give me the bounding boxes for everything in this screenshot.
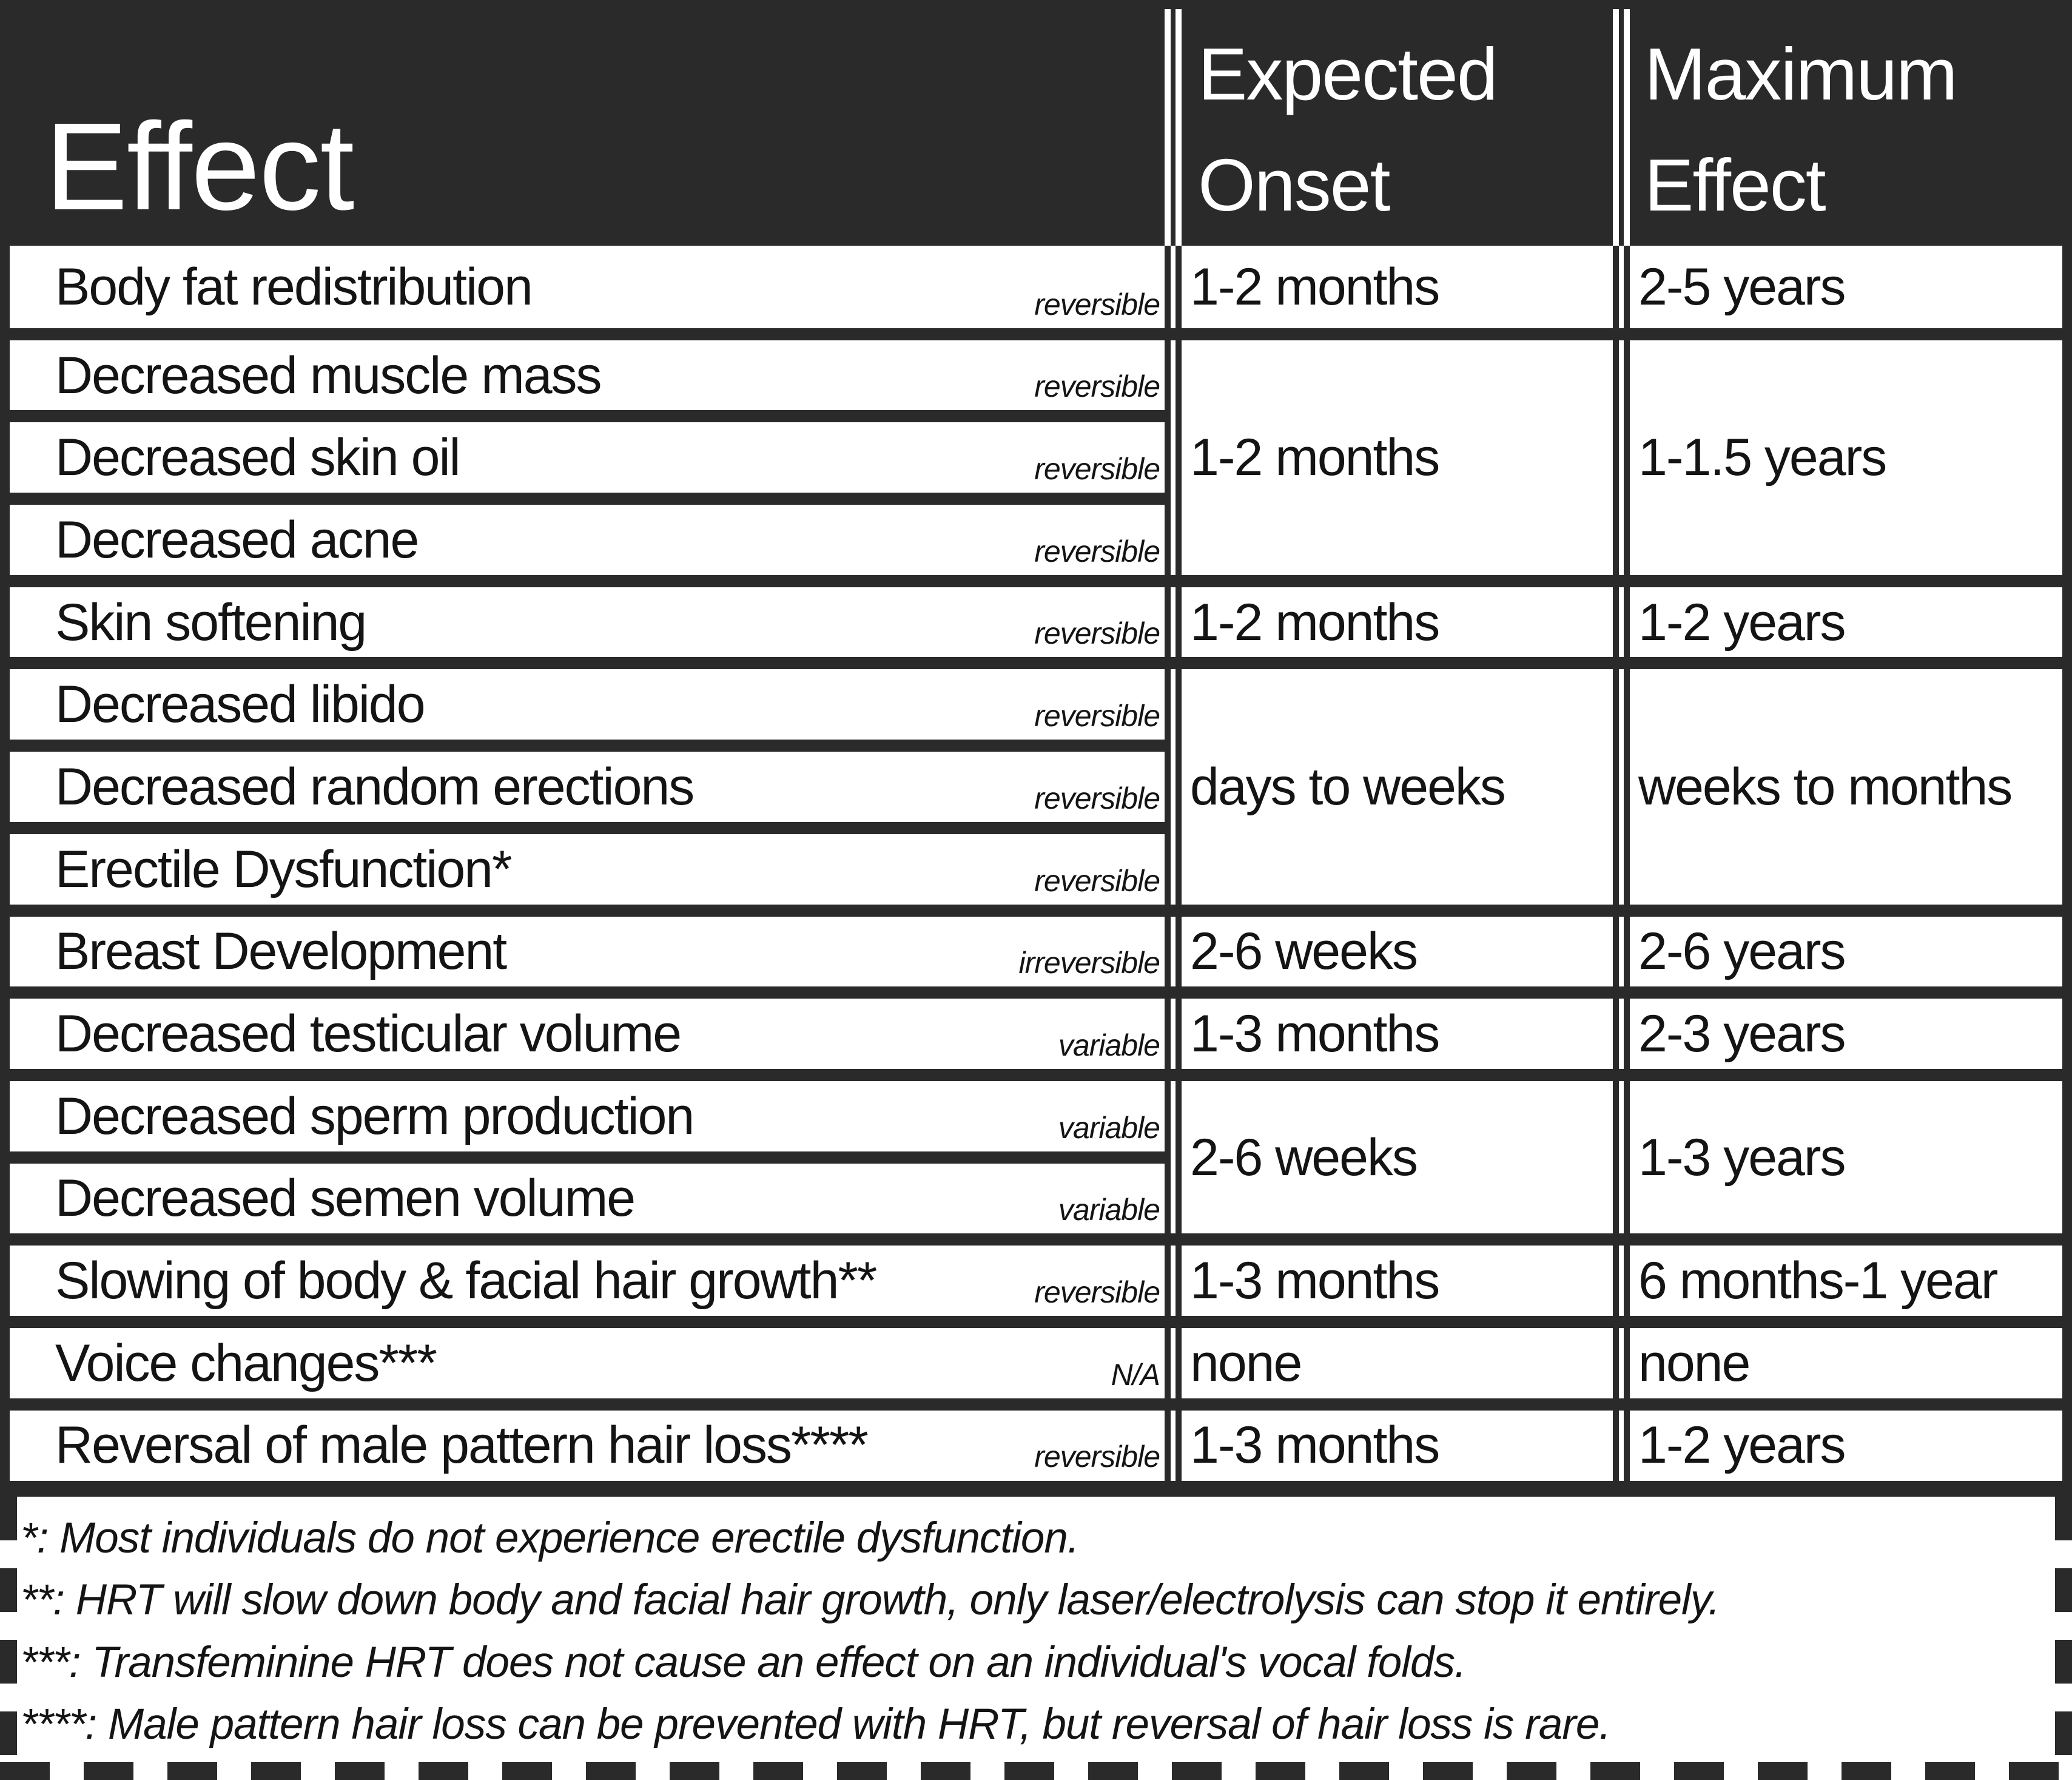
header-expected-onset xyxy=(1165,0,1613,246)
effect-cell xyxy=(10,1069,1165,1151)
onset-cell: 1-3 months xyxy=(1165,986,1613,1069)
footnotes-dashed-left-border xyxy=(0,1497,17,1780)
table-bottom-border xyxy=(0,1481,2072,1497)
header-max-line1: Maximum xyxy=(1644,33,1957,115)
max-effect-cell: 1-2 years xyxy=(1613,1398,2062,1481)
onset-cell: none xyxy=(1165,1316,1613,1398)
effect-label: Slowing of body & facial hair growth** xyxy=(55,1252,876,1310)
column-separator-1-header xyxy=(1165,9,1182,246)
effect-cell xyxy=(10,740,1165,822)
footnotes-section xyxy=(0,1497,2072,1780)
reversibility-tag: N/A xyxy=(1111,1357,1160,1392)
effect-cell xyxy=(10,575,1165,658)
table-left-border xyxy=(0,0,10,1496)
footnote-1: *: Most individuals do not experience erectile dysfunction. xyxy=(21,1514,1079,1563)
reversibility-tag: reversible xyxy=(1034,452,1160,487)
effect-label: Decreased muscle mass xyxy=(55,346,601,405)
max-effect-cell: 1-3 years xyxy=(1613,1069,2062,1233)
onset-cell: 2-6 weeks xyxy=(1165,905,1613,987)
reversibility-tag: reversible xyxy=(1034,534,1160,568)
effect-cell xyxy=(10,328,1165,411)
effects-table xyxy=(10,0,2062,1480)
effect-label: Decreased libido xyxy=(55,675,425,734)
footnote-4: ****: Male pattern hair loss can be prevented with HRT, but reversal of hair loss is rare. xyxy=(21,1700,1611,1748)
onset-cell: 1-3 months xyxy=(1165,1398,1613,1481)
onset-cell: 1-2 months xyxy=(1165,328,1613,575)
reversibility-tag: variable xyxy=(1058,1028,1160,1062)
effect-label: Decreased skin oil xyxy=(55,428,460,487)
column-separator-2-header xyxy=(1613,9,1630,246)
max-effect-cell: 6 months-1 year xyxy=(1613,1233,2062,1316)
onset-cell: 1-3 months xyxy=(1165,1233,1613,1316)
effect-cell xyxy=(10,1151,1165,1234)
reversibility-tag: reversible xyxy=(1034,616,1160,651)
header-maximum-effect xyxy=(1613,0,2062,246)
effect-label: Breast Development xyxy=(55,922,506,981)
effect-cell xyxy=(10,1398,1165,1481)
effect-label: Decreased testicular volume xyxy=(55,1005,681,1064)
header-effect-label: Effect xyxy=(45,97,354,236)
effect-label: Decreased acne xyxy=(55,510,419,569)
onset-cell: 1-2 months xyxy=(1165,246,1613,328)
reversibility-tag: reversible xyxy=(1034,1440,1160,1474)
reversibility-tag: reversible xyxy=(1034,287,1160,322)
effect-cell xyxy=(10,1316,1165,1398)
onset-cell: days to weeks xyxy=(1165,657,1613,904)
column-separator-1-body xyxy=(1165,246,1182,1481)
effect-cell xyxy=(10,410,1165,493)
effect-cell xyxy=(10,657,1165,740)
max-effect-cell: none xyxy=(1613,1316,2062,1398)
header-effect xyxy=(10,0,1165,246)
effect-label: Reversal of male pattern hair loss**** xyxy=(55,1416,867,1475)
max-effect-cell: weeks to months xyxy=(1613,657,2062,904)
reversibility-tag: reversible xyxy=(1034,699,1160,733)
header-max-line2: Effect xyxy=(1644,144,1825,226)
effect-label: Erectile Dysfunction* xyxy=(55,840,511,898)
column-separator-2-body xyxy=(1613,246,1630,1481)
max-effect-cell: 2-6 years xyxy=(1613,905,2062,987)
effect-label: Decreased sperm production xyxy=(55,1087,694,1145)
reversibility-tag: reversible xyxy=(1034,369,1160,404)
reversibility-tag: reversible xyxy=(1034,1275,1160,1309)
max-effect-cell: 1-1.5 years xyxy=(1613,328,2062,575)
footnote-3: ***: Transfeminine HRT does not cause an effect on an individual's vocal folds. xyxy=(21,1638,1466,1687)
effect-cell xyxy=(10,905,1165,987)
effect-cell xyxy=(10,246,1165,328)
header-onset-line2: Onset xyxy=(1198,144,1390,226)
effect-label: Decreased semen volume xyxy=(55,1169,635,1228)
reversibility-tag: irreversible xyxy=(1018,946,1160,980)
effect-cell xyxy=(10,822,1165,905)
reversibility-tag: variable xyxy=(1058,1193,1160,1227)
effect-cell xyxy=(10,493,1165,575)
max-effect-cell: 1-2 years xyxy=(1613,575,2062,658)
footnote-2: **: HRT will slow down body and facial hair growth, only laser/electrolysis can stop it entirely. xyxy=(21,1576,1720,1625)
reversibility-tag: reversible xyxy=(1034,781,1160,815)
effect-label: Decreased random erections xyxy=(55,757,694,816)
effect-cell xyxy=(10,1233,1165,1316)
onset-cell: 1-2 months xyxy=(1165,575,1613,658)
effect-label: Voice changes*** xyxy=(55,1333,436,1392)
reversibility-tag: reversible xyxy=(1034,863,1160,898)
header-onset-line1: Expected xyxy=(1198,33,1497,115)
onset-cell: 2-6 weeks xyxy=(1165,1069,1613,1233)
effect-label: Skin softening xyxy=(55,593,366,652)
effect-label: Body fat redistribution xyxy=(55,257,532,316)
footnotes-dashed-bottom-border xyxy=(0,1762,2072,1780)
table-right-border xyxy=(2062,0,2072,1496)
footnotes-dashed-right-border xyxy=(2055,1497,2072,1780)
reversibility-tag: variable xyxy=(1058,1110,1160,1145)
max-effect-cell: 2-5 years xyxy=(1613,246,2062,328)
max-effect-cell: 2-3 years xyxy=(1613,986,2062,1069)
effect-cell xyxy=(10,986,1165,1069)
